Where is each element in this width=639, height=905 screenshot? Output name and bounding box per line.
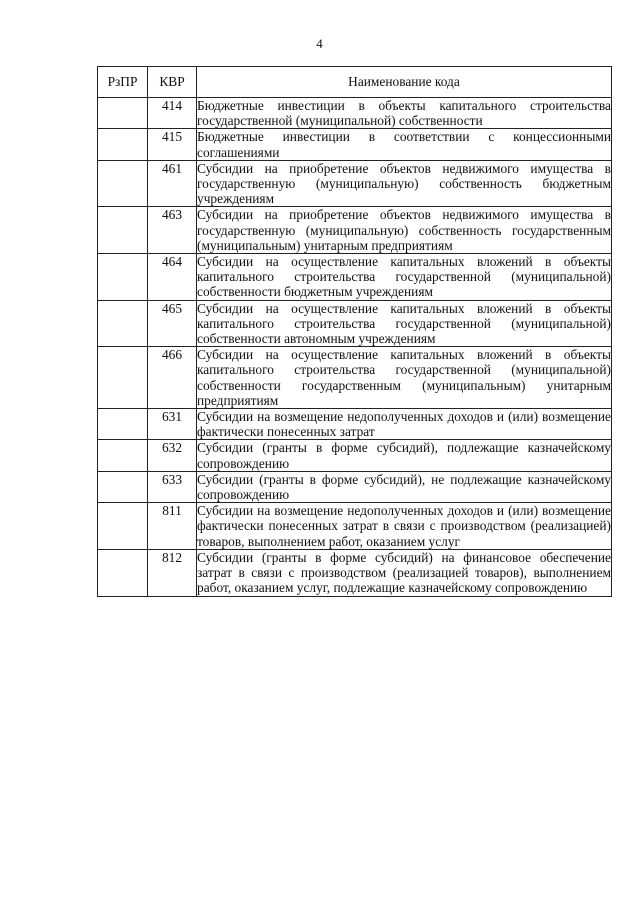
name-cell: Субсидии (гранты в форме субсидий), подлежащие казначейскому сопровождению: [197, 440, 611, 471]
kvr-cell: 812: [148, 549, 197, 596]
rzpr-cell: [98, 549, 148, 596]
kvr-cell: 465: [148, 300, 197, 347]
expense-codes-table: [97, 66, 612, 597]
kvr-cell: 631: [148, 409, 197, 440]
rzpr-cell: [98, 471, 148, 502]
name-cell: Субсидии на осуществление капитальных вложений в объекты капитального строительства государственной (муниципальной) собственности государственным (муниципальным) унитарным предприятиям: [197, 347, 611, 408]
table-row: [98, 129, 612, 160]
name-cell: Субсидии на приобретение объектов недвижимого имущества в государственную (муниципальную) собственность бюджетным учреждениям: [197, 160, 611, 207]
name-cell: Субсидии (гранты в форме субсидий), не подлежащие казначейскому сопровождению: [197, 471, 611, 503]
rzpr-cell: [98, 160, 148, 207]
rzpr-cell: [98, 409, 148, 440]
rzpr-cell: [98, 503, 148, 550]
rzpr-cell: [98, 98, 148, 129]
kvr-cell: 463: [148, 207, 197, 254]
kvr-cell: 466: [148, 347, 197, 409]
page-number: 4: [316, 36, 323, 51]
header-name: Наименование кода: [197, 67, 612, 98]
rzpr-cell: [98, 347, 148, 409]
rzpr-cell: [98, 207, 148, 254]
kvr-cell: 414: [148, 98, 197, 129]
header-rzpr: РзПР: [98, 67, 148, 98]
kvr-cell: 811: [148, 503, 197, 550]
kvr-cell: 461: [148, 160, 197, 207]
table-row: [98, 503, 612, 550]
table-row: [98, 207, 612, 254]
table-row: [98, 347, 612, 409]
kvr-cell: 415: [148, 129, 197, 160]
name-cell: Субсидии (гранты в форме субсидий) на финансовое обеспечение затрат в связи с производством (реализацией товаров), выполнением работ, оказанием услуг, подлежащие казначейскому сопровождению: [197, 549, 611, 596]
table-header: [98, 67, 612, 98]
name-cell: Субсидии на приобретение объектов недвижимого имущества в государственную (муниципальную) собственность государственным (муниципальным) унитарным предприятиям: [197, 207, 611, 253]
kvr-cell: 464: [148, 254, 197, 301]
name-cell: Субсидии на осуществление капитальных вложений в объекты капитального строительства государственной (муниципальной) собственности бюджетным учреждениям: [197, 254, 611, 300]
name-cell: Бюджетные инвестиции в соответствии с концессионными соглашениями: [197, 129, 611, 160]
table-row: [98, 254, 612, 301]
rzpr-cell: [98, 129, 148, 160]
table-row: [98, 549, 612, 596]
header-kvr: КВР: [148, 67, 197, 98]
rzpr-cell: [98, 440, 148, 471]
table-row: [98, 160, 612, 207]
table-row: [98, 409, 612, 440]
table-row: [98, 300, 612, 347]
header-row: [98, 67, 612, 98]
name-cell: Субсидии на возмещение недополученных доходов и (или) возмещение фактически понесенных затрат: [197, 409, 611, 440]
name-cell: Субсидии на осуществление капитальных вложений в объекты капитального строительства государственной (муниципальной) собственности автономным учреждениям: [197, 300, 611, 347]
table-body: [98, 98, 612, 597]
name-cell: Бюджетные инвестиции в объекты капитального строительства государственной (муниципальной) собственности: [197, 98, 611, 129]
kvr-cell: 632: [148, 440, 197, 471]
rzpr-cell: [98, 254, 148, 301]
name-cell: Субсидии на возмещение недополученных доходов и (или) возмещение фактически понесенных затрат в связи с производством (реализацией) товаров, выполнением работ, оказанием услуг: [197, 503, 611, 549]
table-row: [98, 98, 612, 129]
rzpr-cell: [98, 300, 148, 347]
table-row: [98, 471, 612, 502]
kvr-cell: 633: [148, 471, 197, 502]
table-row: [98, 440, 612, 471]
